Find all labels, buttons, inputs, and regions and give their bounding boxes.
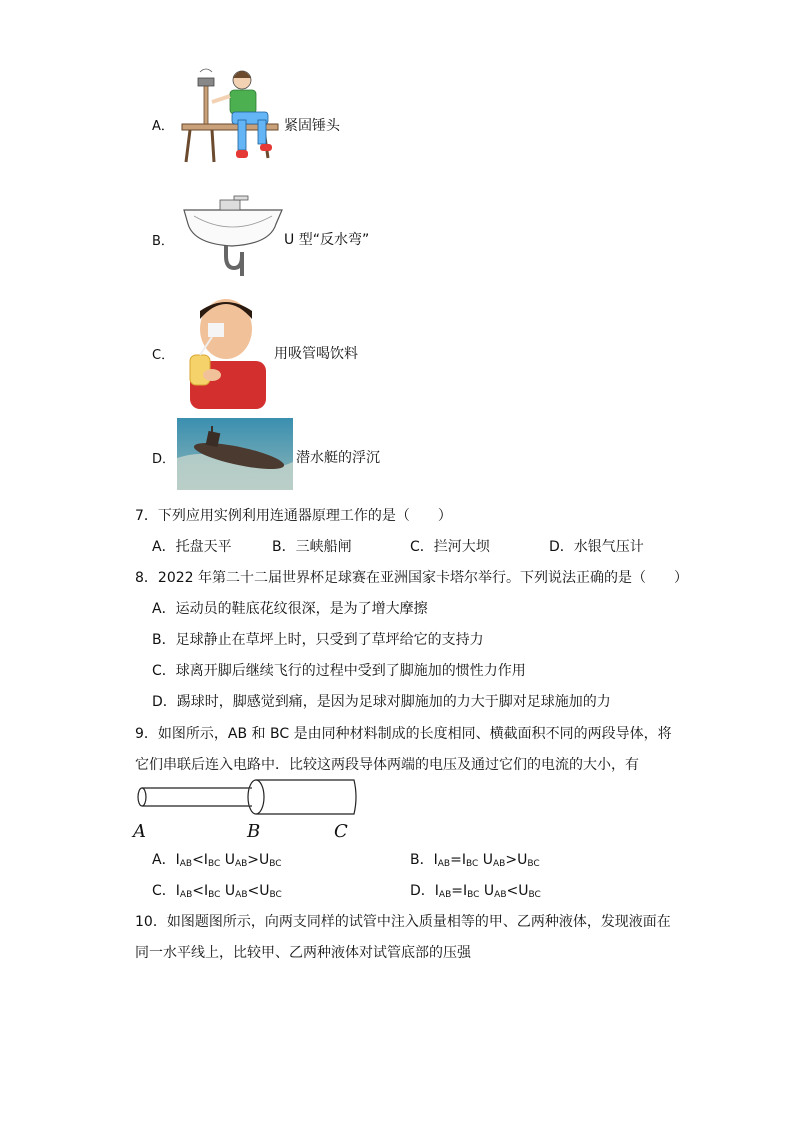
q6-option-c-letter: C． <box>152 348 175 363</box>
q9-option-a: A．$I_{AB}<I_{BC}$ $U_{AB}>U_{BC}$ <box>152 852 282 869</box>
q8-option-a: A．运动员的鞋底花纹很深，是为了增大摩擦 <box>152 601 428 617</box>
q8-option-c: C．球离开脚后继续飞行的过程中受到了脚施加的惯性力作用 <box>152 663 526 679</box>
q6-option-a-caption: 紧固锤头 <box>284 118 340 134</box>
q6-option-b-letter: B． <box>152 234 174 249</box>
q8-option-b: B．足球静止在草坪上时，只受到了草坪给它的支持力 <box>152 632 484 648</box>
boy-drinking-straw-image <box>182 293 270 409</box>
q9-label-a: A <box>133 821 146 842</box>
q7-stem: 7．下列应用实例利用连通器原理工作的是（ ） <box>135 508 452 524</box>
q6-option-a-letter: A． <box>152 119 174 134</box>
q6-option-b-caption: U 型“反水弯” <box>284 232 370 248</box>
q6-option-d-letter: D． <box>152 452 176 467</box>
q7-option-b: B．三峡船闸 <box>272 539 352 555</box>
q10-stem-line1: 10．如图题图所示，向两支同样的试管中注入质量相等的甲、乙两种液体，发现液面在 <box>135 914 671 930</box>
q7-option-a: A．托盘天平 <box>152 539 232 555</box>
q7-option-c: C．拦河大坝 <box>410 539 490 555</box>
q9-stem-line1: 9．如图所示，AB 和 BC 是由同种材料制成的长度相同、横截面积不同的两段导体，将 <box>135 726 672 742</box>
q7-option-d: D．水银气压计 <box>549 539 644 555</box>
q9-option-c: C．$I_{AB}<I_{BC}$ $U_{AB}<U_{BC}$ <box>152 883 282 900</box>
q9-stem-line2: 它们串联后连入电路中．比较这两段导体两端的电压及通过它们的电流的大小，有 <box>135 757 639 773</box>
q10-stem-line2: 同一水平线上，比较甲、乙两种液体对试管底部的压强 <box>135 945 471 961</box>
q9-label-c: C <box>334 821 348 842</box>
q8-option-d: D．踢球时，脚感觉到痛，是因为足球对脚施加的力大于脚对足球施加的力 <box>152 694 611 710</box>
hammer-boy-image <box>178 66 284 168</box>
q8-stem: 8．2022 年第二十二届世界杯足球赛在亚洲国家卡塔尔举行。下列说法正确的是（ ） <box>135 570 688 586</box>
q9-option-b: B．$I_{AB}=I_{BC}$ $U_{AB}>U_{BC}$ <box>410 852 540 869</box>
q9-option-d: D．$I_{AB}=I_{BC}$ $U_{AB}<U_{BC}$ <box>410 883 541 900</box>
sink-u-trap-image <box>180 194 286 276</box>
q9-label-b: B <box>247 821 261 842</box>
submarine-image <box>177 418 293 490</box>
q6-option-d-caption: 潜水艇的浮沉 <box>296 450 380 466</box>
q6-option-c-caption: 用吸管喝饮料 <box>274 346 358 362</box>
